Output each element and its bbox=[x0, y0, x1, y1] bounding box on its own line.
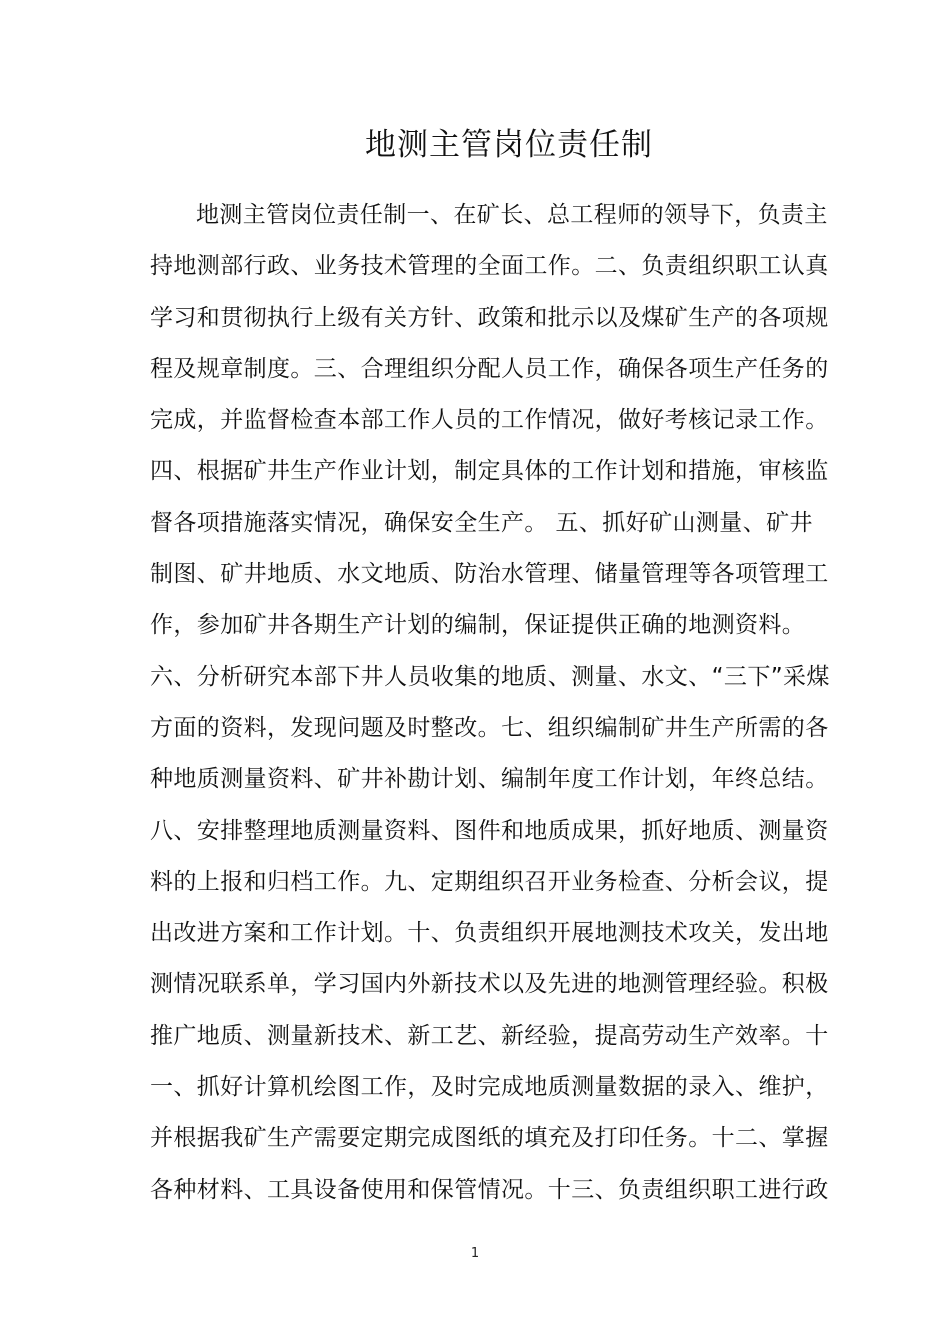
body-line: 四、根据矿井生产作业计划，制定具体的工作计划和措施，审核监 bbox=[150, 458, 829, 485]
page-number: 1 bbox=[470, 1246, 480, 1261]
body-line: 地测主管岗位责任制一、在矿长、总工程师的领导下，负责主 bbox=[196, 202, 828, 228]
body-line: 学习和贯彻执行上级有关方针、政策和批示以及煤矿生产的各项规 bbox=[150, 304, 829, 331]
body-line: 八、安排整理地质测量资料、图件和地质成果，抓好地质、测量资 bbox=[150, 817, 829, 844]
body-line: 制图、矿井地质、水文地质、防治水管理、储量管理等各项管理工 bbox=[150, 561, 829, 588]
body-line: 各种材料、工具设备使用和保管情况。十三、负责组织职工进行政 bbox=[150, 1176, 829, 1203]
document-title: 地测主管岗位责任制 bbox=[365, 127, 653, 163]
body-line: 一、抓好计算机绘图工作，及时完成地质测量数据的录入、维护， bbox=[150, 1074, 829, 1101]
body-line: 种地质测量资料、矿井补勘计划、编制年度工作计划，年终总结。 bbox=[150, 766, 829, 793]
body-line: 方面的资料，发现问题及时整改。七、组织编制矿井生产所需的各 bbox=[150, 714, 829, 741]
body-line: 并根据我矿生产需要定期完成图纸的填充及打印任务。十二、掌握 bbox=[150, 1125, 829, 1152]
body-line: 完成，并监督检查本部工作人员的工作情况，做好考核记录工作。 bbox=[150, 407, 829, 434]
body-line: 持地测部行政、业务技术管理的全面工作。二、负责组织职工认真 bbox=[150, 253, 829, 280]
body-line: 程及规章制度。三、合理组织分配人员工作，确保各项生产任务的 bbox=[150, 355, 829, 382]
body-line: 推广地质、测量新技术、新工艺、新经验，提高劳动生产效率。十 bbox=[150, 1022, 829, 1049]
body-line: 料的上报和归档工作。九、定期组织召开业务检查、分析会议，提 bbox=[150, 868, 829, 895]
body-line: 作，参加矿井各期生产计划的编制，保证提供正确的地测资料。 bbox=[150, 612, 806, 639]
document-body bbox=[150, 190, 830, 1216]
body-line: 测情况联系单，学习国内外新技术以及先进的地测管理经验。积极 bbox=[150, 971, 829, 998]
body-line: 六、分析研究本部下井人员收集的地质、测量、水文、“三下”采煤 bbox=[150, 663, 830, 690]
body-line: 出改进方案和工作计划。十、负责组织开展地测技术攻关，发出地 bbox=[150, 920, 829, 947]
body-line: 督各项措施落实情况，确保安全生产。 五、抓好矿山测量、矿井 bbox=[150, 509, 813, 536]
